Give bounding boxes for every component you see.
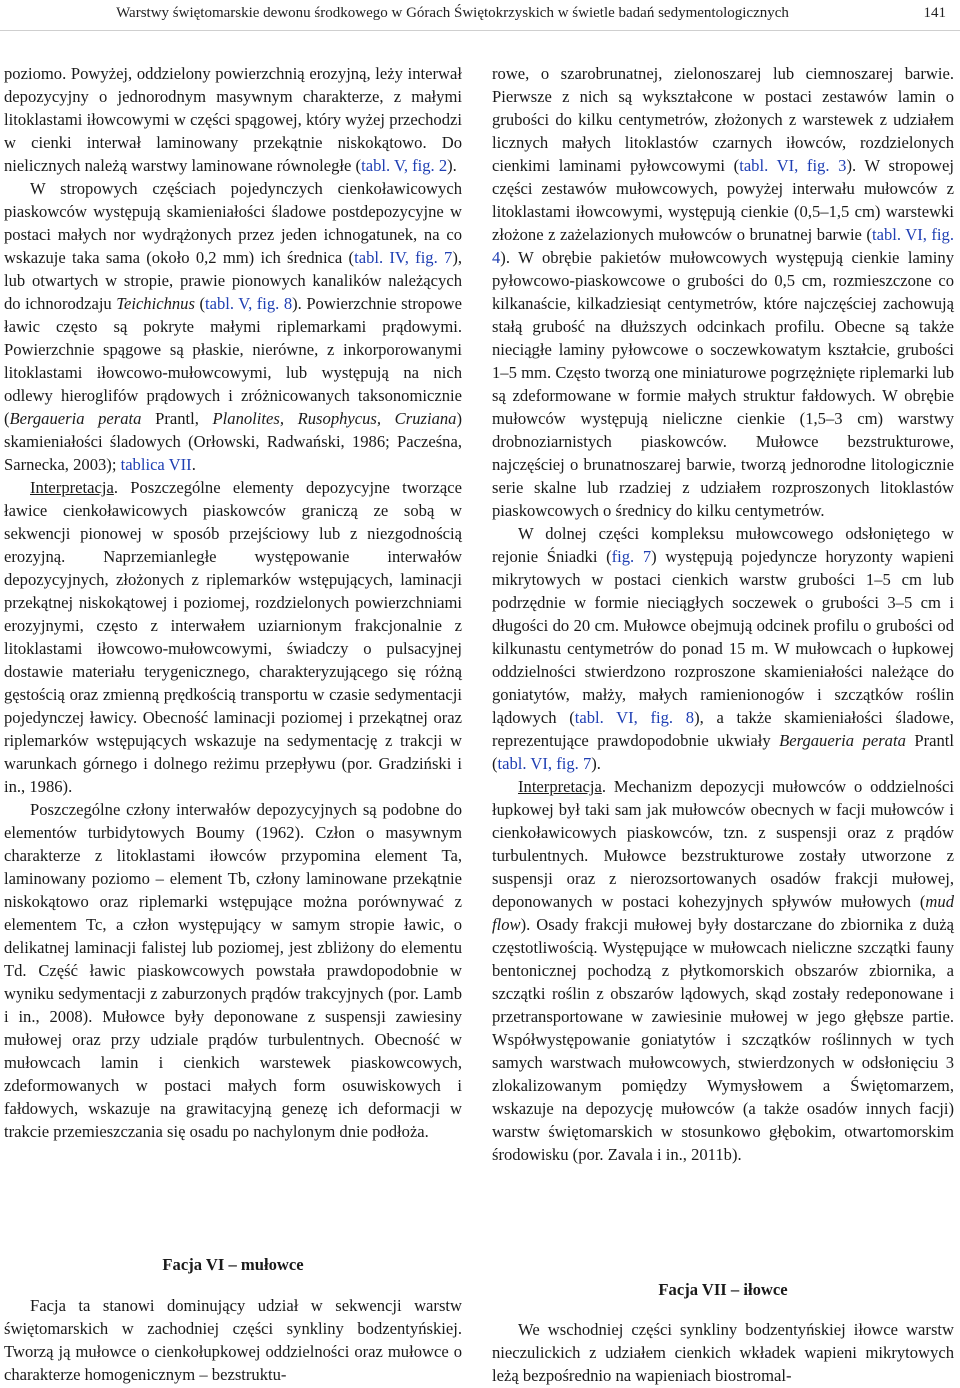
figure-reference-link[interactable]: fig. 7 xyxy=(611,547,652,566)
figure-reference-link[interactable]: tabl. VI, fig. 3 xyxy=(739,156,847,175)
plate-reference-link[interactable]: tablica VII xyxy=(120,455,192,474)
section-heading-facies-vii: Facja VII – iłowce xyxy=(658,1280,788,1299)
text-run: Prantl ( xyxy=(492,731,954,773)
section-heading-facies-vi: Facja VI – mułowce xyxy=(162,1255,304,1274)
left-paragraph-2 xyxy=(4,177,462,476)
running-header xyxy=(0,0,960,31)
text-run: ) skamieniałości śladowych (Orłowski, Radwański, 1986; Pacześna, Sarnecka, 2003); xyxy=(4,409,462,474)
text-run: . xyxy=(191,455,196,474)
figure-reference-link[interactable]: tabl. V, fig. 8 xyxy=(204,294,293,313)
text-run: ). xyxy=(447,156,457,175)
right-paragraph-2 xyxy=(492,522,954,775)
right-paragraph-4-container xyxy=(492,1318,954,1387)
right-paragraph-4: We wschodniej części synkliny bodzentyńskiej iłowce warstw nieczulickich z udziałem cienkich wkładek wapieni mikrytowych leżą bezpośrednio na wapieniach biostromal- xyxy=(492,1320,954,1385)
text-run: W stropowych częściach pojedynczych cienkoławicowych piaskowców występują skamieniałości śladowe postdepozycyjne w postaci małych nor wydrążonych przez jeden ichnogatunek, na co wskazuje taka sama (około 0,2 mm) ich średnica ( xyxy=(4,179,462,267)
taxon-names: Planolites, Rusophycus, Cruziana xyxy=(212,409,457,428)
genus-name: Teichichnus xyxy=(116,294,195,313)
left-paragraph-4: Poszczególne człony interwałów depozycyjnych są podobne do elementów turbidytowych Boumy (1962). Człon o masywnym charakterze z litoklastami iłowców przypomina element Ta, laminowany poziomo – element Tb, człony laminowane przekątnie niskokątowo oraz riplemarki wstępujące można porównywać z elementem Tc, a człon występujący w samym stropie ławic, o delikatnej laminacji falistej lub poziomej, jest zbliżony do elementu Td. Część ławic piaskowcowych powstała prawdopodobnie w wyniku sedymentacji z zaburzonych prądów trakcyjnych (por. Lamb i in., 2008). Mułowce były deponowane z suspensji zawiesiny mułowej oraz przy udziale prądów turbulentnych. Obecność w mułowcach lamin i cienkich warstewek piaskowcowych, zdeformowanych w postaci małych form osuwiskowych i fałdowych, wskazuje na grawitacyjną genezę ich deformacji w trakcie przemieszczania się osadu po nachylonym dnie podłoża. xyxy=(4,800,462,1141)
text-run: ). W obrębie pakietów mułowcowych występują cienkie laminy pyłowcowo-piaskowcowe o grubości do 0,5 cm, rozmieszczone co kilkanaście, kilkadziesiąt centymetrów, które najczęściej zachowują stałą grubość na dłuższych odcinkach profilu. Obecne są także nieciągłe laminy pyłowcowe o soczewkowatym kształcie, grubości 1–5 mm. Często tworzą one miniaturowe pogrzężnięte riplemarki lub są zdeformowane w formie małych struktur fałdowych. W obrębie mułowców występują nieliczne cienkie (1,5–3 cm) warstwy drobnoziarnistych piaskowców. Mułowce bezstrukturowe, najczęściej o brunatnoszarej barwie, tworzą jednorodne litologicznie serie skalne lub rzadziej z udziałem rozproszonych litoklastów piaskowcowych o średnicy do kilku centymetrów. xyxy=(492,248,954,520)
text-run: ) występują pojedyncze horyzonty wapieni mikrytowych w postaci cienkich warstw grubości 1–5 cm lub podrzędnie w formie nieciągłych soczewek o grubości 3–5 cm i długości do 20 cm. Mułowce obejmują odcinek profilu o grubości od kilkunastu centymetrów do ponad 15 m. W mułowcach o łupkowej oddzielności stwierdzono rozproszone skamieniałości należące do goniatytów, małży, małych ramienionogów i szczątków roślin lądowych ( xyxy=(492,547,954,727)
right-paragraph-3 xyxy=(492,775,954,1166)
text-run: . Poszczególne elementy depozycyjne tworzące ławice cienkoławicowych piaskowców graniczą ze sobą w sekwencji pionowej w sposób przejściowy lub z niezgodnością erozyjną. Naprzemianległe występowanie interwałów depozycyjnych, złożonych z riplemarków wstępujących, laminacji przekątnej niskokątowej i poziomej, rozdzielonych powierzchniami erozyjnymi, często z interwałem uziarnionym frakcjonalnie z litoklastami iłowcowo-mułowcowymi, świadczy o pulsacyjnej dostawie materiału terygenicznego, charakteryzującego się różną gęstością oraz zmienną prędkością transportu w czasie sedymentacji pojedynczej ławicy. Obecność laminacji poziomej i przekątnej oraz riplemarków wstępujących wskazuje na sedymentację z trakcji w warunkach górnego i dolnego reżimu przepływu (por. Gradziński i in., 1986). xyxy=(4,478,462,796)
taxon-name: Bergaueria perata xyxy=(779,731,906,750)
text-run: poziomo. Powyżej, oddzielony powierzchnią erozyjną, leży interwał depozycyjny o jednorodnym masywnym charakterze, z małymi litoklastami iłowcowymi w części spągowej, który wyżej przechodzi w cienki interwał laminowany przekątnie niskokątowo. Do nielicznych należą warstwy laminowane równoległe ( xyxy=(4,64,462,175)
figure-reference-link[interactable]: tabl. VI, fig. 7 xyxy=(497,754,592,773)
figure-reference-link[interactable]: tabl. V, fig. 2 xyxy=(361,156,448,175)
right-column xyxy=(492,62,954,1166)
taxon-name: Bergaueria perata xyxy=(9,409,142,428)
text-run: Prantl, xyxy=(141,409,213,428)
text-run: W dolnej części kompleksu mułowcowego odsłoniętego w rejonie Śniadki ( xyxy=(492,524,954,566)
term-mud-flow: mud flow xyxy=(492,892,954,934)
right-paragraph-1 xyxy=(492,62,954,522)
figure-reference-link[interactable]: tabl. VI, fig. 8 xyxy=(574,708,695,727)
running-header-title: Warstwy świętomarskie dewonu środkowego w Górach Świętokrzyskich w świetle badań sedymentologicznych xyxy=(116,5,789,21)
text-run: ). Powierzchnie stropowe ławic często są pokryte małymi riplemarkami prądowymi. Powierzchnie spągowe są płaskie, nierówne, z inkorporowanymi litoklastami iłowcowo-mułowcowymi, lub występują na nich odlewy hieroglifów prądowych i zróżnicowanych taksonomicznie ( xyxy=(4,294,462,428)
text-run: ). W stropowej części zestawów mułowcowych, powyżej interwału mułowców z litoklastami iłowcowymi, występują cienkie (0,5–1,5 cm) warstewki złożone z zażelazionych mułowców o brunatnej barwie ( xyxy=(492,156,954,244)
page-number: 141 xyxy=(923,5,946,21)
text-run: ), lub otwartych w stropie, prawie pionowych kanalików należących do ichnorodzaju xyxy=(4,248,463,313)
text-run: ( xyxy=(194,294,205,313)
left-paragraph-1 xyxy=(4,62,462,177)
interpretation-label: Interpretacja xyxy=(518,777,602,796)
text-run: ), a także skamieniałości śladowe, reprezentujące prawdopodobnie ukwiały xyxy=(492,708,955,750)
interpretation-label: Interpretacja xyxy=(30,478,114,497)
figure-reference-link[interactable]: tabl. VI, fig. 4 xyxy=(492,225,954,267)
text-run: rowe, o szarobrunatnej, zielonoszarej lub ciemnoszarej barwie. Pierwsze z nich są wykształcone w postaci zestawów lamin o grubości do kilku centymetrów, złożonych z warstewek z udziałem licznych małych litoklastów czarnych iłowców, rozdzielonych cienkimi laminami pyłowcowymi ( xyxy=(492,64,954,175)
left-paragraph-3 xyxy=(4,476,462,798)
text-run: . Mechanizm depozycji mułowców o oddzielności łupkowej był taki sam jak mułowców obecnych w facji mułowców i cienkoławicowych piaskowców, tzn. z suspensji oraz z prądów turbulentnych. Mułowce bezstrukturowe zostały utworzone z suspensji oraz z nierozsortowanych osadów frakcji mułowej, deponowanych w postaci kohezyjnych spływów mułowych ( xyxy=(492,777,954,911)
left-paragraph-5-container xyxy=(4,1294,462,1386)
left-paragraph-5: Facja ta stanowi dominujący udział w sekwencji warstw świętomarskich w zachodniej części synkliny bodzentyńskiej. Tworzą ją mułowce o cienkołupkowej oddzielności oraz mułowce o charakterze homogenicznym – bezstruktu- xyxy=(4,1296,462,1384)
text-run: ). xyxy=(591,754,601,773)
left-column xyxy=(4,62,462,1143)
figure-reference-link[interactable]: tabl. IV, fig. 7 xyxy=(354,248,453,267)
text-run: ). Osady frakcji mułowej były dostarczane do zbiornika z dużą częstotliwością. Występujące w mułowcach nieliczne szczątki fauny bentonicznej pochodzą z płytkomorskich obszarów zbiornika, a szczątki roślin z obszarów lądowych, skąd zostały redeponowane i przetransportowane w zawiesinie mułowej w jego głębsze partie. Współwystępowanie goniatytów i szczątków roślinnych w tych samych warstwach mułowcowych, stwierdzonych w odsłonięciu 3 zlokalizowanym pomiędzy Wymysłowem a Świętomarzem, wskazuje na depozycję mułowców (a także osadów innych facji) warstw świętomarskich w stosunkowo głębokim, otwartomorskim środowisku (por. Zavala i in., 2011b). xyxy=(492,915,954,1164)
